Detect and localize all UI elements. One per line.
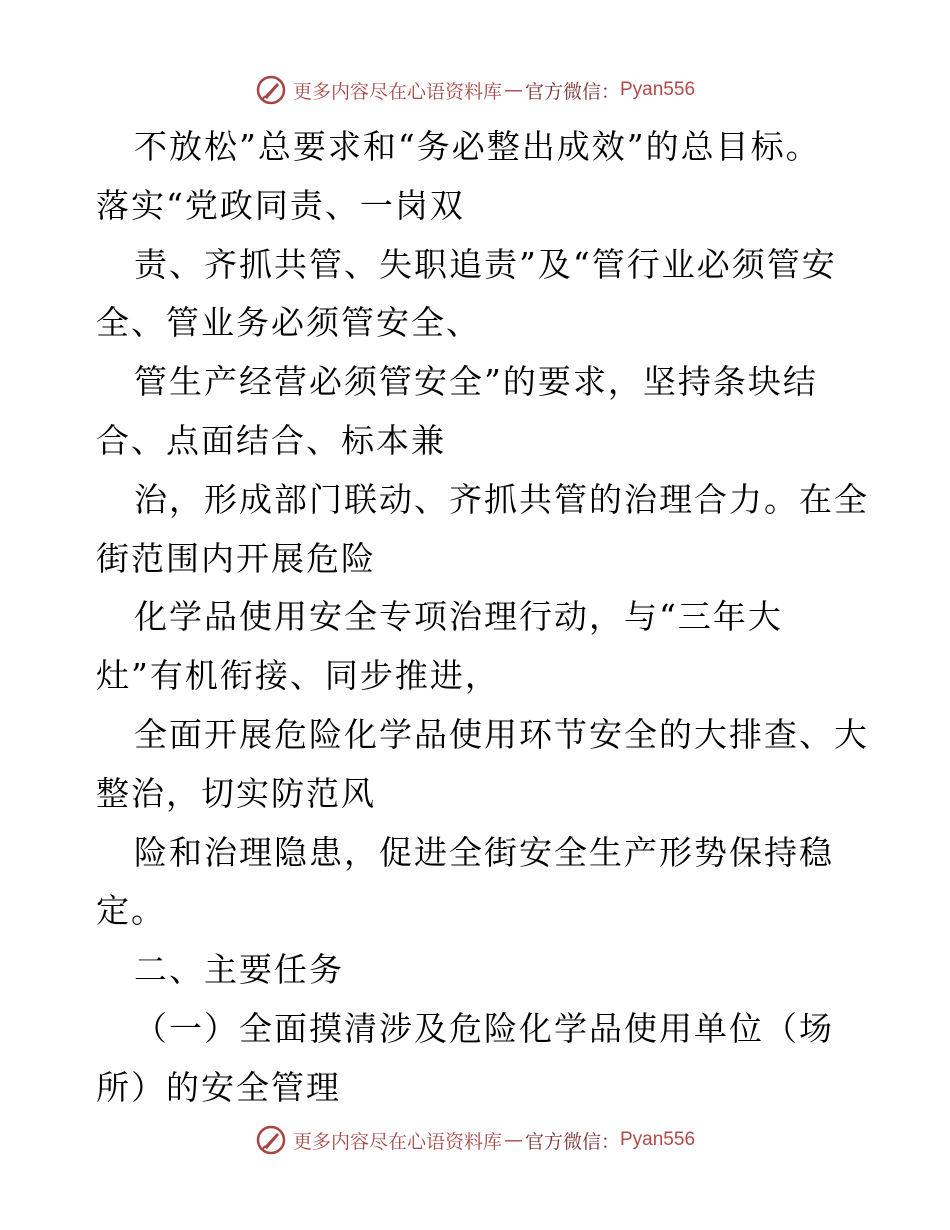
watermark-wechat-id: Pyan556 [620, 79, 696, 100]
watermark-separator: — [503, 79, 523, 101]
watermark-banner-bottom [0, 1120, 950, 1160]
document-body [96, 118, 869, 1118]
quill-logo-icon [255, 74, 287, 106]
text-line: 全、管业务必须管安全、 [96, 303, 481, 343]
text-line: 街范围内开展危险 [96, 538, 376, 578]
watermark-separator: — [503, 1129, 523, 1151]
watermark-banner-top [0, 70, 950, 110]
section-heading: 二、主要任务 [134, 950, 344, 990]
watermark-wechat-label: 官方微信： [524, 1130, 620, 1153]
text-line: 管生产经营必须管安全”的要求，坚持条块结 [134, 362, 818, 402]
subsection-heading: （一）全面摸清涉及危险化学品使用单位（场 [134, 1008, 834, 1048]
text-line: 合、点面结合、标本兼 [96, 420, 446, 460]
subsection-heading-continued: 所）的安全管理 [96, 1067, 341, 1107]
text-line: 治，形成部门联动、齐抓共管的治理合力。在全 [134, 479, 869, 519]
text-line: 险和治理隐患，促进全街安全生产形势保持稳 [134, 832, 834, 872]
text-line: 定。 [96, 891, 166, 931]
watermark-wechat-id: Pyan556 [620, 1129, 696, 1150]
text-line: 全面开展危险化学品使用环节安全的大排查、大 [134, 714, 869, 754]
watermark-site-text: 更多内容尽在心语资料库 [292, 1130, 502, 1153]
text-line: 灶”有机衔接、同步推进， [96, 656, 500, 696]
watermark-site-text: 更多内容尽在心语资料库 [292, 80, 502, 103]
quill-logo-icon [255, 1124, 287, 1156]
text-line: 整治，切实防范风 [96, 773, 376, 813]
text-line: 责、齐抓共管、失职追责”及“管行业必须管安 [134, 244, 837, 284]
text-line: 落实“党政同责、一岗双 [96, 185, 465, 225]
watermark-wechat-label: 官方微信： [524, 80, 620, 103]
text-line: 化学品使用安全专项治理行动，与“三年大 [134, 597, 783, 637]
text-line: 不放松”总要求和“务必整出成效”的总目标。 [134, 127, 821, 166]
